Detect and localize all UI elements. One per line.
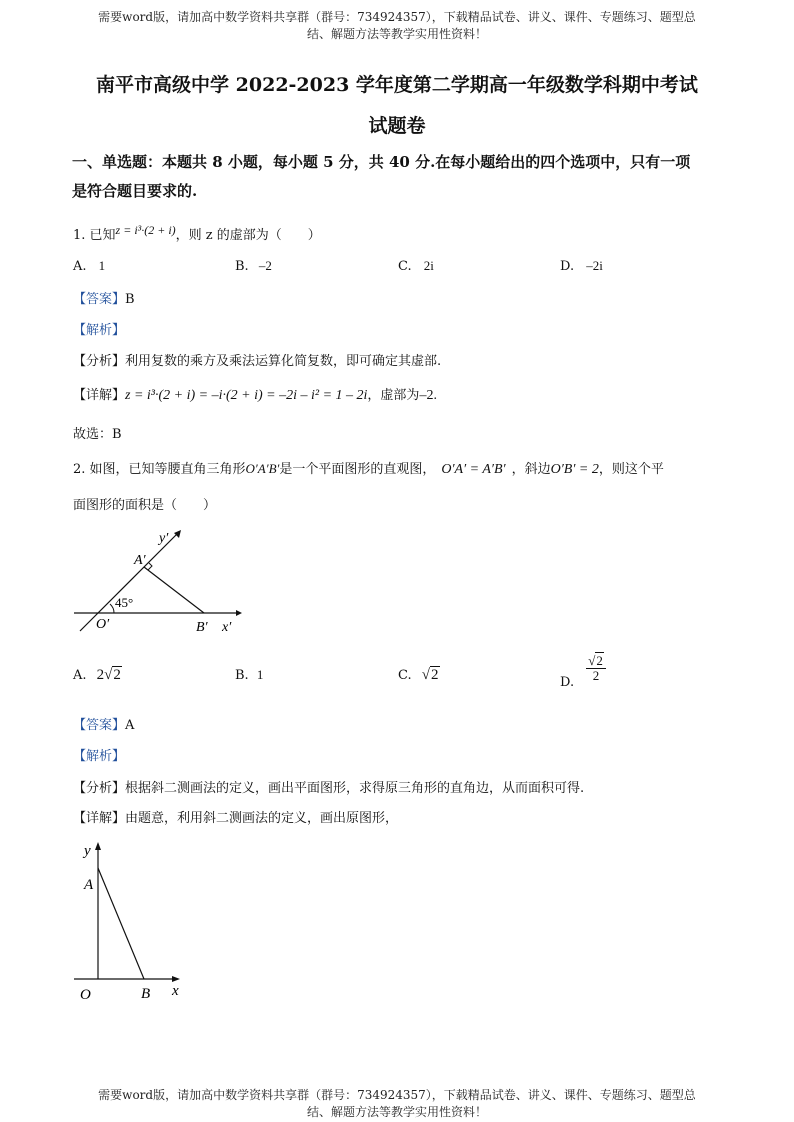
q1-answer xyxy=(73,288,135,307)
q2-stem-line1 xyxy=(73,458,664,478)
q1-answer-value: B xyxy=(125,292,135,307)
section-heading-line2: 是符合题目要求的. xyxy=(72,182,198,200)
y-prime-arrow xyxy=(174,530,181,538)
section-heading xyxy=(72,148,732,206)
q2-analysis xyxy=(73,745,125,764)
y-axis-arrow xyxy=(95,842,101,850)
q1-option-b xyxy=(235,258,272,274)
q2-option-a-value: 2√2 xyxy=(96,667,121,683)
q2-eq1: O′A′ = A′B′ xyxy=(441,462,506,477)
q2-detail-text: 由题意，利用斜二测画法的定义，画出原图形， xyxy=(125,811,399,826)
exam-title-line1: 南平市高级中学 2022-2023 学年度第二学期高一年级数学科期中考试 xyxy=(96,74,698,96)
q1-choice: 故选：B xyxy=(73,427,122,442)
q1-option-b-label: B. xyxy=(235,259,249,274)
q1-detail-suffix: ，虚部为 xyxy=(367,388,420,403)
x-prime-arrow xyxy=(236,610,242,616)
q1-detail xyxy=(73,384,437,404)
q1-suffix: ，则 z 的虚部为（ ） xyxy=(175,228,321,243)
q1-prefix: 1. 已知 xyxy=(73,228,116,243)
q1-option-a xyxy=(73,258,105,274)
q1-option-c-value: 2i xyxy=(423,258,434,273)
x-axis-arrow xyxy=(172,976,180,982)
label-y: y xyxy=(84,843,91,859)
label-a-prime: A′ xyxy=(134,553,146,568)
q1-formula: z = i³·(2 + i) xyxy=(115,223,176,237)
q1-analysis-tag: 【解析】 xyxy=(73,323,126,338)
label-o-prime: O′ xyxy=(96,617,110,632)
q2-option-c-value: √2 xyxy=(421,667,439,683)
q2-answer-value: A xyxy=(125,718,135,733)
q1-fenxi-text: 利用复数的乘方及乘法运算化简复数，即可确定其虚部. xyxy=(125,354,442,369)
q1-detail-tag: 【详解】 xyxy=(73,388,126,403)
q1-option-d xyxy=(560,258,603,274)
q2-option-c-rad: 2 xyxy=(431,667,439,683)
q2-option-d xyxy=(560,653,606,690)
q2-detail-tag: 【详解】 xyxy=(73,811,126,826)
q2-stem-line2: 面图形的面积是（ ） xyxy=(73,498,217,513)
q2-option-d-num: 2 xyxy=(596,653,603,668)
q2-fenxi xyxy=(73,777,584,796)
side-a-b xyxy=(98,868,144,979)
label-x: x xyxy=(172,983,179,999)
y-prime-axis xyxy=(80,534,177,631)
q2-answer-tag: 【答案】 xyxy=(73,718,126,733)
label-45-deg: 45° xyxy=(115,595,134,610)
angle-arc xyxy=(110,604,114,613)
label-o: O xyxy=(80,987,91,1003)
q2-option-b xyxy=(235,667,263,683)
footer-banner-line1: 需要word版，请加高中数学资料共享群（群号：734924357），下载精品试卷、讲义、课件、专题练习、题型总 xyxy=(98,1088,696,1102)
q1-option-a-value: 1 xyxy=(98,258,106,273)
q1-option-c-label: C. xyxy=(398,259,412,274)
q2-mid2: ，斜边 xyxy=(511,462,551,477)
label-x-prime: x′ xyxy=(222,620,232,635)
exam-title-line2: 试题卷 xyxy=(368,115,426,137)
q2-option-b-value: 1 xyxy=(256,667,264,682)
q1-detail-formula: z = i³·(2 + i) = –i·(2 + i) = –2i – i² = 1 – 2i xyxy=(125,388,368,403)
section-heading-line1: 一、单选题：本题共 8 小题，每小题 5 分，共 40 分.在每小题给出的四个选项中，只有一项 xyxy=(72,153,691,171)
q1-option-b-value: –2 xyxy=(258,258,272,273)
q2-option-b-label: B. xyxy=(235,668,249,683)
q2-option-d-label: D. xyxy=(560,675,575,690)
q2-fenxi-tag: 【分析】 xyxy=(73,781,126,796)
q2-fenxi-text: 根据斜二测画法的定义，画出平面图形，求得原三角形的直角边，从而面积可得. xyxy=(125,781,585,796)
q2-original-figure xyxy=(72,836,192,1006)
q2-eq2: O′B′ = 2 xyxy=(550,462,599,477)
q1-stem xyxy=(73,224,321,243)
q2-triangle: O′A′B′ xyxy=(245,461,280,476)
label-b: B xyxy=(141,986,151,1002)
q1-answer-tag: 【答案】 xyxy=(73,292,126,307)
header-banner-line2: 结、解题方法等教学实用性资料！ xyxy=(306,27,487,41)
q1-detail-value: –2. xyxy=(419,388,437,403)
footer-banner xyxy=(60,1087,734,1121)
footer-banner-line2: 结、解题方法等教学实用性资料！ xyxy=(306,1105,487,1119)
q2-option-a-label: A. xyxy=(73,668,87,683)
q2-oblique-figure xyxy=(70,524,250,638)
q1-option-d-label: D. xyxy=(560,259,575,274)
q1-option-c xyxy=(398,258,434,274)
header-banner xyxy=(60,9,734,43)
side-a-b xyxy=(144,567,204,613)
q2-option-c-label: C. xyxy=(398,668,412,683)
q2-option-c xyxy=(398,667,440,684)
q2-suffix: ，则这个平 xyxy=(598,462,664,477)
q1-fenxi xyxy=(73,350,441,369)
q2-detail xyxy=(73,807,398,826)
q2-option-d-value: $\frac{√2}{2}$ xyxy=(586,654,606,683)
q1-option-d-value: –2i xyxy=(586,258,603,273)
q2-option-d-den: 2 xyxy=(592,668,600,683)
label-y-prime: y′ xyxy=(159,531,169,546)
q2-option-a-rad: 2 xyxy=(113,667,121,683)
header-banner-line1: 需要word版，请加高中数学资料共享群（群号：734924357），下载精品试卷、讲义、课件、专题练习、题型总 xyxy=(98,10,696,24)
q2-option-a xyxy=(73,667,122,684)
q2-answer xyxy=(73,714,134,733)
q1-fenxi-tag: 【分析】 xyxy=(73,354,126,369)
q1-analysis xyxy=(73,319,125,338)
q2-option-a-coef: 2 xyxy=(96,667,105,683)
q2-analysis-tag: 【解析】 xyxy=(73,749,126,764)
right-angle-mark xyxy=(148,563,152,570)
q2-mid: 是一个平面图形的直观图， xyxy=(279,462,436,477)
q2-prefix: 2. 如图，已知等腰直角三角形 xyxy=(73,462,246,477)
label-b-prime: B′ xyxy=(196,620,208,635)
label-a: A xyxy=(84,877,94,893)
q1-option-a-label: A. xyxy=(73,259,87,274)
